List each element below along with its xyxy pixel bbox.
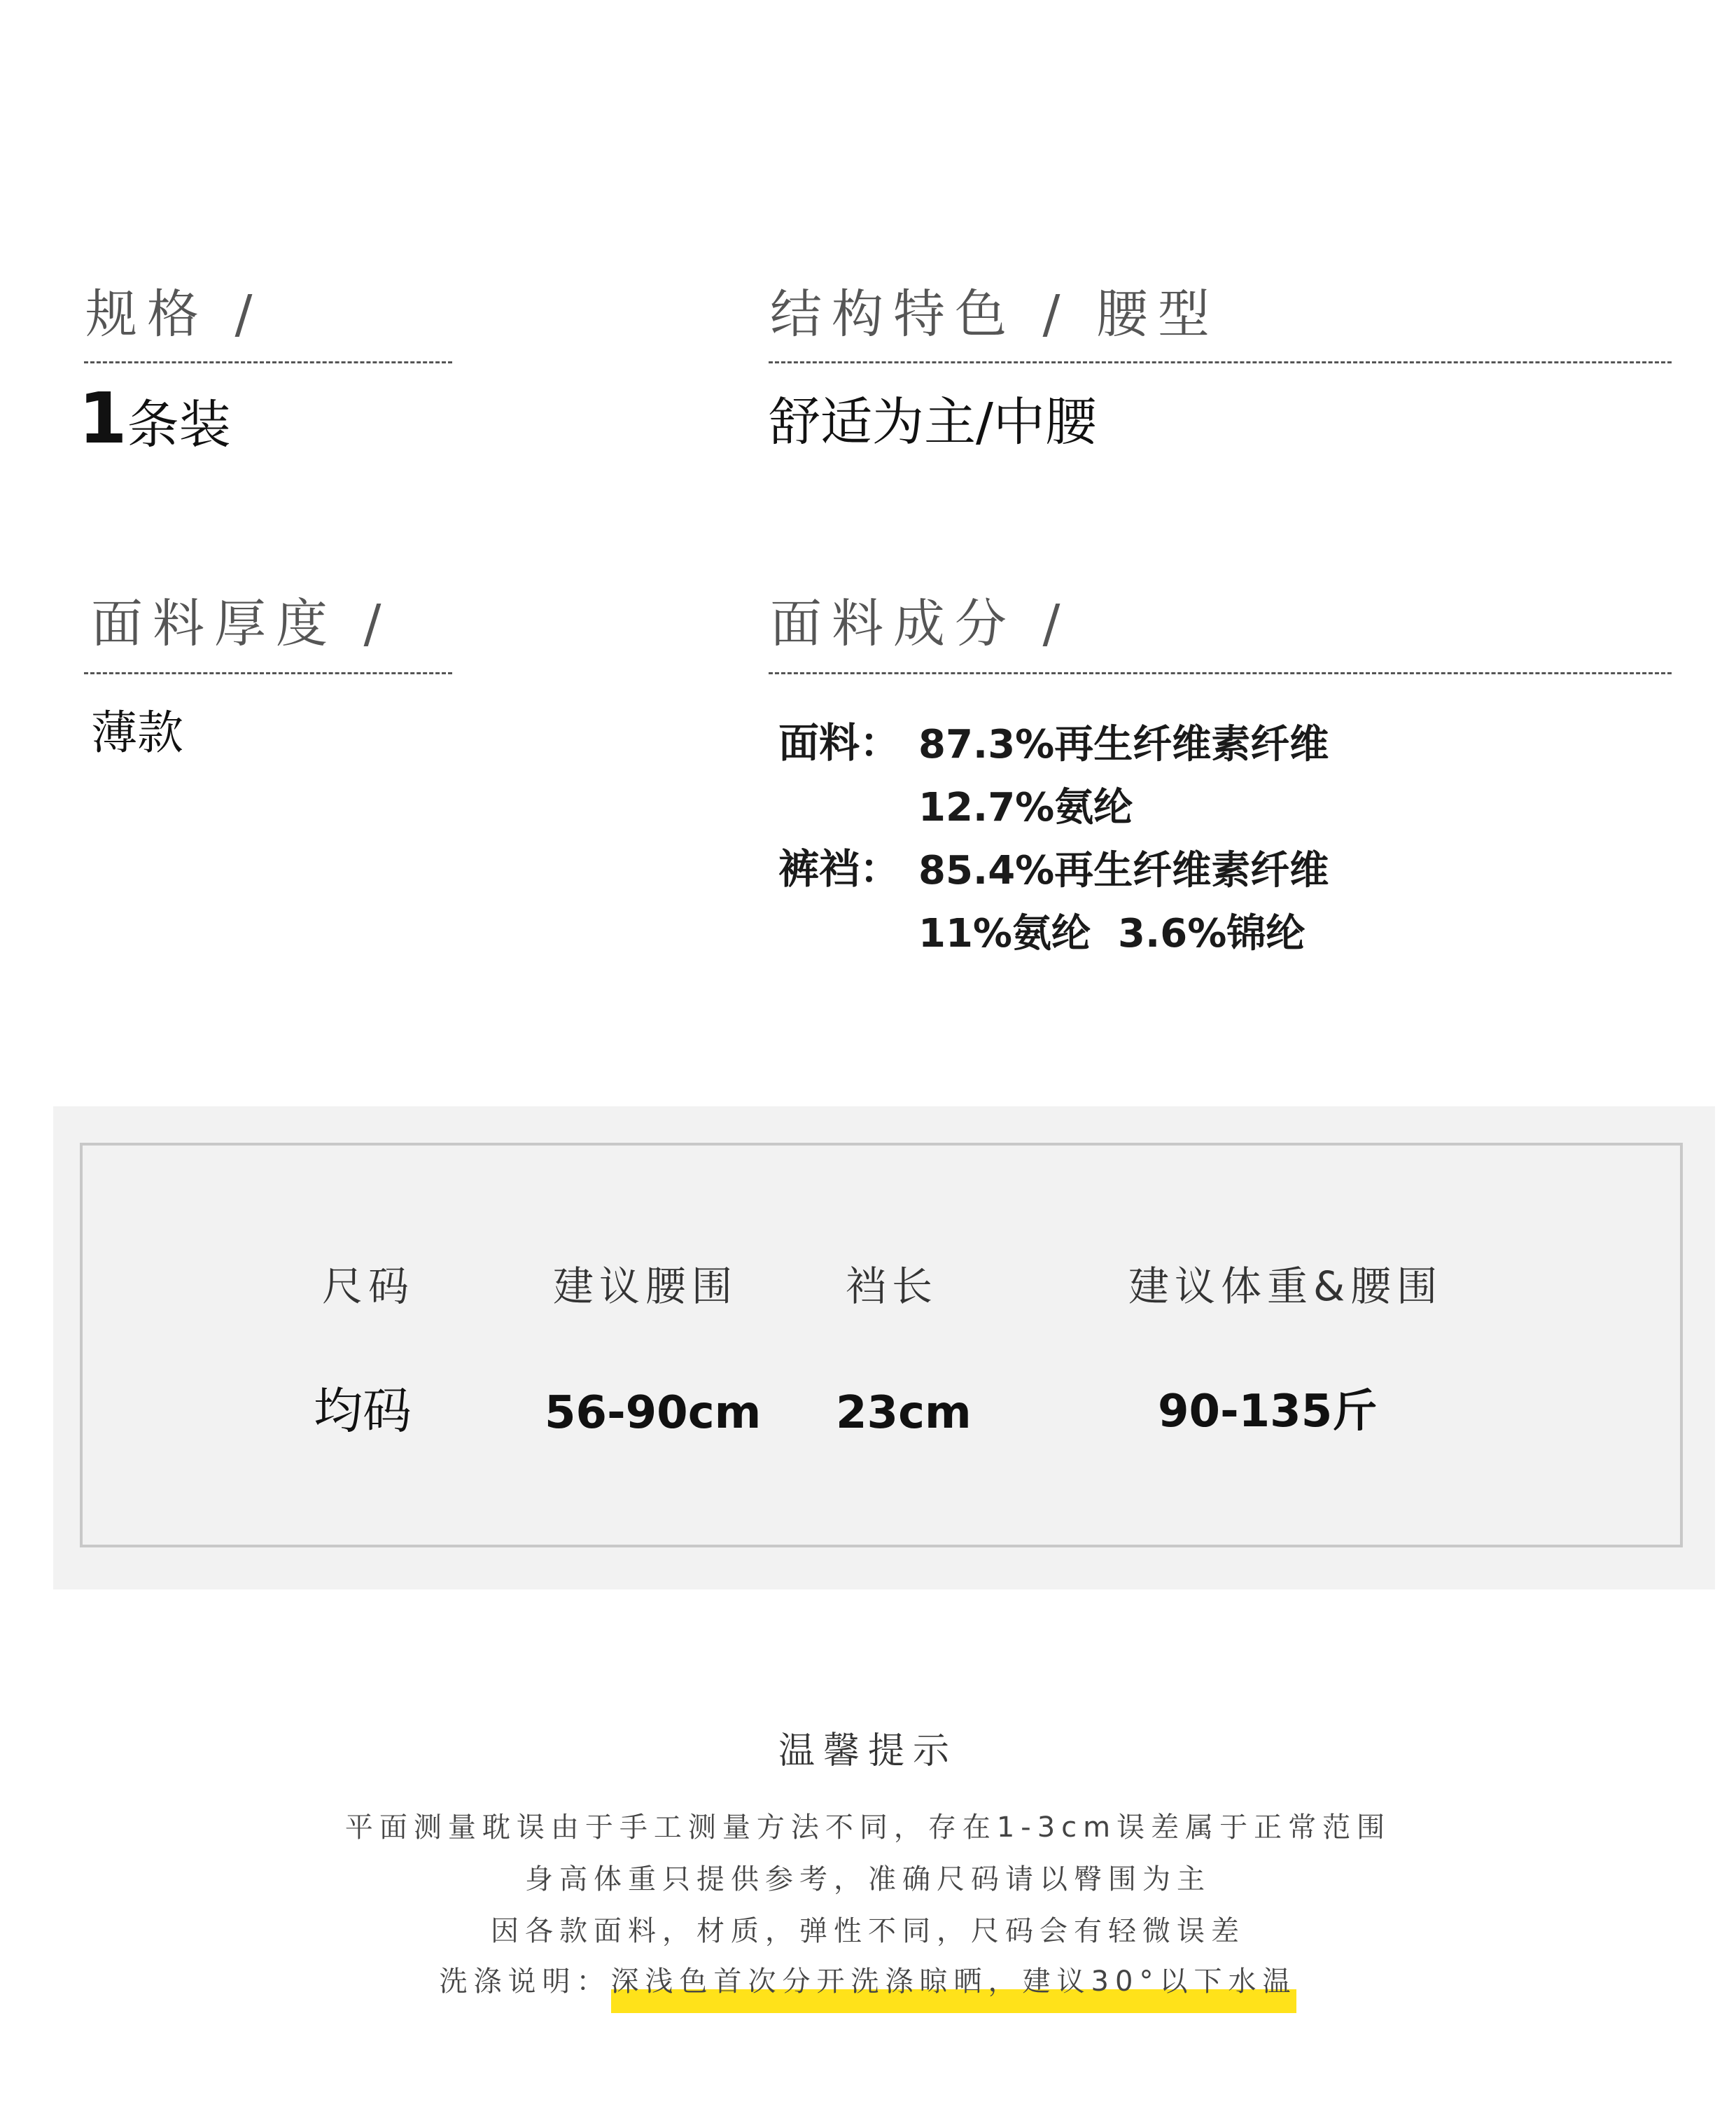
crotch-line-2: 11%氨纶 3.6%锦纶 — [918, 911, 1306, 956]
size-header-size: 尺码 — [322, 1262, 415, 1310]
fabric-line-2: 12.7%氨纶 — [918, 785, 1133, 830]
crotch-label: 裤裆： — [778, 845, 901, 893]
size-header-weight: 建议体重&腰围 — [1128, 1262, 1443, 1310]
tips-line-1: 平面测量耽误由于手工测量方法不同，存在1-3cm误差属于正常范围 — [344, 1811, 1392, 1844]
size-table-panel — [53, 1106, 1715, 1589]
wash-text: 深浅色首次分开洗涤晾晒，建议30°以下水温 — [610, 1965, 1297, 1998]
thickness-divider — [84, 672, 452, 674]
spec-divider — [84, 361, 452, 363]
size-header-rise: 裆长 — [846, 1262, 939, 1310]
structure-value: 舒适为主/中腰 — [769, 392, 1097, 452]
wash-highlight — [611, 1965, 1297, 1998]
size-value-rise: 23cm — [836, 1387, 972, 1439]
size-value-waist: 56-90cm — [545, 1387, 762, 1439]
size-header-waist: 建议腰围 — [553, 1262, 738, 1310]
composition-label: 面料成分 / — [770, 594, 1070, 654]
composition-divider — [769, 672, 1672, 674]
spec-value — [78, 377, 231, 459]
wash-label: 洗涤说明： — [439, 1965, 611, 1998]
size-value-weight: 90-135斤 — [1158, 1386, 1378, 1438]
structure-label: 结构特色 / 腰型 — [770, 284, 1219, 344]
size-value-size: 均码 — [314, 1382, 412, 1440]
thickness-value: 薄款 — [91, 706, 183, 760]
crotch-line-1: 85.4%再生纤维素纤维 — [918, 848, 1329, 893]
tips-line-3: 因各款面料，材质，弹性不同，尺码会有轻微误差 — [491, 1915, 1245, 1947]
tips-line-2: 身高体重只提供参考，准确尺码请以臀围为主 — [525, 1863, 1211, 1895]
tips-title: 温馨提示 — [778, 1730, 958, 1772]
fabric-label: 面料： — [778, 719, 901, 767]
spec-label: 规格 / — [85, 284, 262, 344]
spec-number: 1 — [78, 377, 127, 459]
thickness-label: 面料厚度 / — [91, 594, 391, 654]
tips-wash-line — [0, 1965, 1736, 1998]
fabric-line-1: 87.3%再生纤维素纤维 — [918, 722, 1329, 767]
size-table — [80, 1143, 1683, 1547]
structure-divider — [769, 361, 1672, 363]
spec-unit: 条装 — [127, 395, 231, 455]
